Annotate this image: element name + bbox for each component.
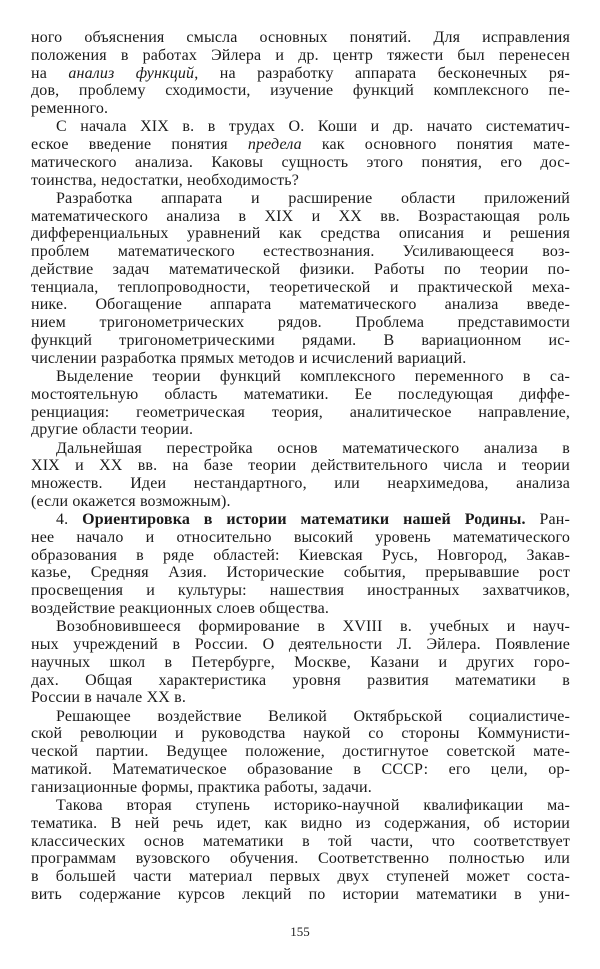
text-line xyxy=(31,421,570,439)
text-segment: казье, Средняя Азия. Исторические события, прерывавшие рост xyxy=(31,564,570,582)
section-heading: Ориентировка в истории математики нашей Родины. xyxy=(82,511,526,529)
text-segment: Дальнейшая перестройка основ математического анализа в xyxy=(56,439,570,457)
text-segment: ренциация: геометрическая теория, аналитическое направление, xyxy=(31,403,570,421)
text-segment: множеств. Идеи нестандартного, или неархимедова, анализа xyxy=(31,475,570,493)
text-line xyxy=(31,672,570,690)
text-line xyxy=(31,47,570,65)
text-segment: ческой партии. Ведущее положение, достигнутое советской мате- xyxy=(31,743,570,761)
text-segment: (если окажется возможным). xyxy=(31,492,231,510)
text-line xyxy=(31,529,570,547)
text-segment: вить содержание курсов лекций по истории математики в уни- xyxy=(31,885,570,903)
paragraph-first-line xyxy=(31,118,570,136)
text-segment: математического анализа в XIX и XX вв. Возрастающая роль xyxy=(31,207,570,225)
paragraph-first-line xyxy=(31,708,570,726)
text-segment: воздействие реакционных слоев общества. xyxy=(31,599,330,617)
paragraph-first-line xyxy=(31,368,570,386)
text-line xyxy=(31,154,570,172)
text-segment: ской революции и руководства наукой со стороны Коммунисти- xyxy=(31,725,570,743)
text-line xyxy=(31,29,570,47)
text-segment: XIX и XX вв. на базе теории действительного числа и теории xyxy=(31,457,570,475)
text-line xyxy=(31,243,570,261)
text-segment: программам вузовского обучения. Соответственно полностью или xyxy=(31,850,570,868)
page-number: 155 xyxy=(290,924,310,939)
text-segment: дах. Общая характеристика уровня развития математики в xyxy=(31,671,570,689)
text-segment: ного объяснения смысла основных понятий. Для исправления xyxy=(31,29,570,46)
paragraph-first-line xyxy=(31,440,570,458)
text-line xyxy=(31,404,570,422)
text-segment: России в начале XX в. xyxy=(31,689,186,707)
paragraph-first-line xyxy=(31,797,570,815)
text-line xyxy=(31,82,570,100)
text-segment: другие области теории. xyxy=(31,421,194,439)
text-line xyxy=(31,779,570,797)
emphasized-term: анализ функций xyxy=(68,64,195,82)
text-segment: Выделение теории функций комплексного переменного в са- xyxy=(56,368,570,386)
text-segment: тематика. В ней речь идет, как видно из содержания, об истории xyxy=(31,814,570,832)
text-segment: образования в ряде областей: Киевская Русь, Новгород, Закав- xyxy=(31,546,570,564)
text-segment: 4. xyxy=(56,511,83,529)
text-segment: на xyxy=(31,64,69,82)
text-line xyxy=(31,689,570,707)
text-segment: как основного понятия мате- xyxy=(301,136,570,154)
text-segment: Такова вторая ступень историко-научной квалификации ма- xyxy=(56,797,570,814)
text-line xyxy=(31,743,570,761)
text-segment: дов, проблему сходимости, изучение функций комплексного пе- xyxy=(31,82,570,100)
text-line xyxy=(31,850,570,868)
text-segment: С начала XIX в. в трудах О. Коши и др. начато систематич- xyxy=(56,118,570,136)
text-segment: действие задач математической физики. Работы по теории по- xyxy=(31,260,570,278)
paragraph-first-line xyxy=(31,511,570,529)
text-segment: тенциала, теплопроводности, теоретической и практической меха- xyxy=(31,278,570,296)
text-line xyxy=(31,225,570,243)
text-segment: матического анализа. Каковы сущность этого понятия, его дос- xyxy=(31,153,570,171)
text-line xyxy=(31,636,570,654)
text-segment: ганизационные формы, практика работы, задачи. xyxy=(31,778,372,796)
text-segment: научных школ в Петербурге, Москве, Казани и других горо- xyxy=(31,653,570,671)
text-line xyxy=(31,100,570,118)
text-segment: числении разработка прямых методов и исчислений вариаций. xyxy=(31,349,467,367)
text-line xyxy=(31,279,570,297)
page-body-text xyxy=(31,29,570,904)
text-segment: Ран- xyxy=(525,511,570,529)
text-line xyxy=(31,261,570,279)
text-segment: нике. Обогащение аппарата математического анализа введе- xyxy=(31,296,570,314)
text-line xyxy=(31,654,570,672)
text-segment: положения в работах Эйлера и др. центр тяжести был перенесен xyxy=(31,46,570,64)
text-line xyxy=(31,493,570,511)
emphasized-term: предела xyxy=(247,136,302,154)
text-line xyxy=(31,564,570,582)
text-segment: Возобновившееся формирование в XVIII в. учебных и науч- xyxy=(56,618,570,636)
text-segment: Разработка аппарата и расширение области приложений xyxy=(56,189,570,207)
text-line xyxy=(31,547,570,565)
text-segment: дифференциальных уравнений как средства описания и решения xyxy=(31,225,570,243)
text-line xyxy=(31,761,570,779)
text-segment: нием тригонометрических рядов. Проблема представимости xyxy=(31,314,570,332)
text-segment: , на разработку аппарата бесконечных ря- xyxy=(194,64,570,82)
text-line xyxy=(31,65,570,83)
text-segment: нее начало и относительно высокий уровень математического xyxy=(31,528,570,546)
paragraph-first-line xyxy=(31,190,570,208)
text-segment: ременного. xyxy=(31,100,109,117)
text-line xyxy=(31,600,570,618)
text-line xyxy=(31,172,570,190)
text-line xyxy=(31,457,570,475)
text-segment: матикой. Математическое образование в СССР: его цели, ор- xyxy=(31,760,570,778)
text-line xyxy=(31,296,570,314)
text-line xyxy=(31,815,570,833)
text-line xyxy=(31,725,570,743)
paragraph-first-line xyxy=(31,618,570,636)
text-line xyxy=(31,868,570,886)
text-line xyxy=(31,833,570,851)
text-line xyxy=(31,475,570,493)
text-segment: классических основ математики в той части, что соответствует xyxy=(31,832,570,850)
text-line xyxy=(31,136,570,154)
text-segment: тоинства, недостатки, необходимость? xyxy=(31,171,299,189)
text-segment: Решающее воздействие Великой Октябрьской социалистиче- xyxy=(56,707,570,725)
text-segment: еское введение понятия xyxy=(31,136,248,154)
text-segment: ных учреждений в России. О деятельности Л. Эйлера. Появление xyxy=(31,636,570,654)
text-line xyxy=(31,332,570,350)
text-line xyxy=(31,208,570,226)
text-segment: просвещения и культуры: нашествия иностранных захватчиков, xyxy=(31,582,570,600)
text-line xyxy=(31,582,570,600)
text-segment: в большей части материал первых двух ступеней может соста- xyxy=(31,868,570,885)
text-segment: проблем математического естествознания. Усиливающееся воз- xyxy=(31,243,570,261)
text-line xyxy=(31,386,570,404)
text-segment: мостоятельную область математики. Ее последующая диффе- xyxy=(31,385,570,403)
text-line xyxy=(31,886,570,904)
text-segment: функций тригонометрическими рядами. В вариационном ис- xyxy=(31,331,570,349)
text-line xyxy=(31,350,570,368)
text-line xyxy=(31,314,570,332)
